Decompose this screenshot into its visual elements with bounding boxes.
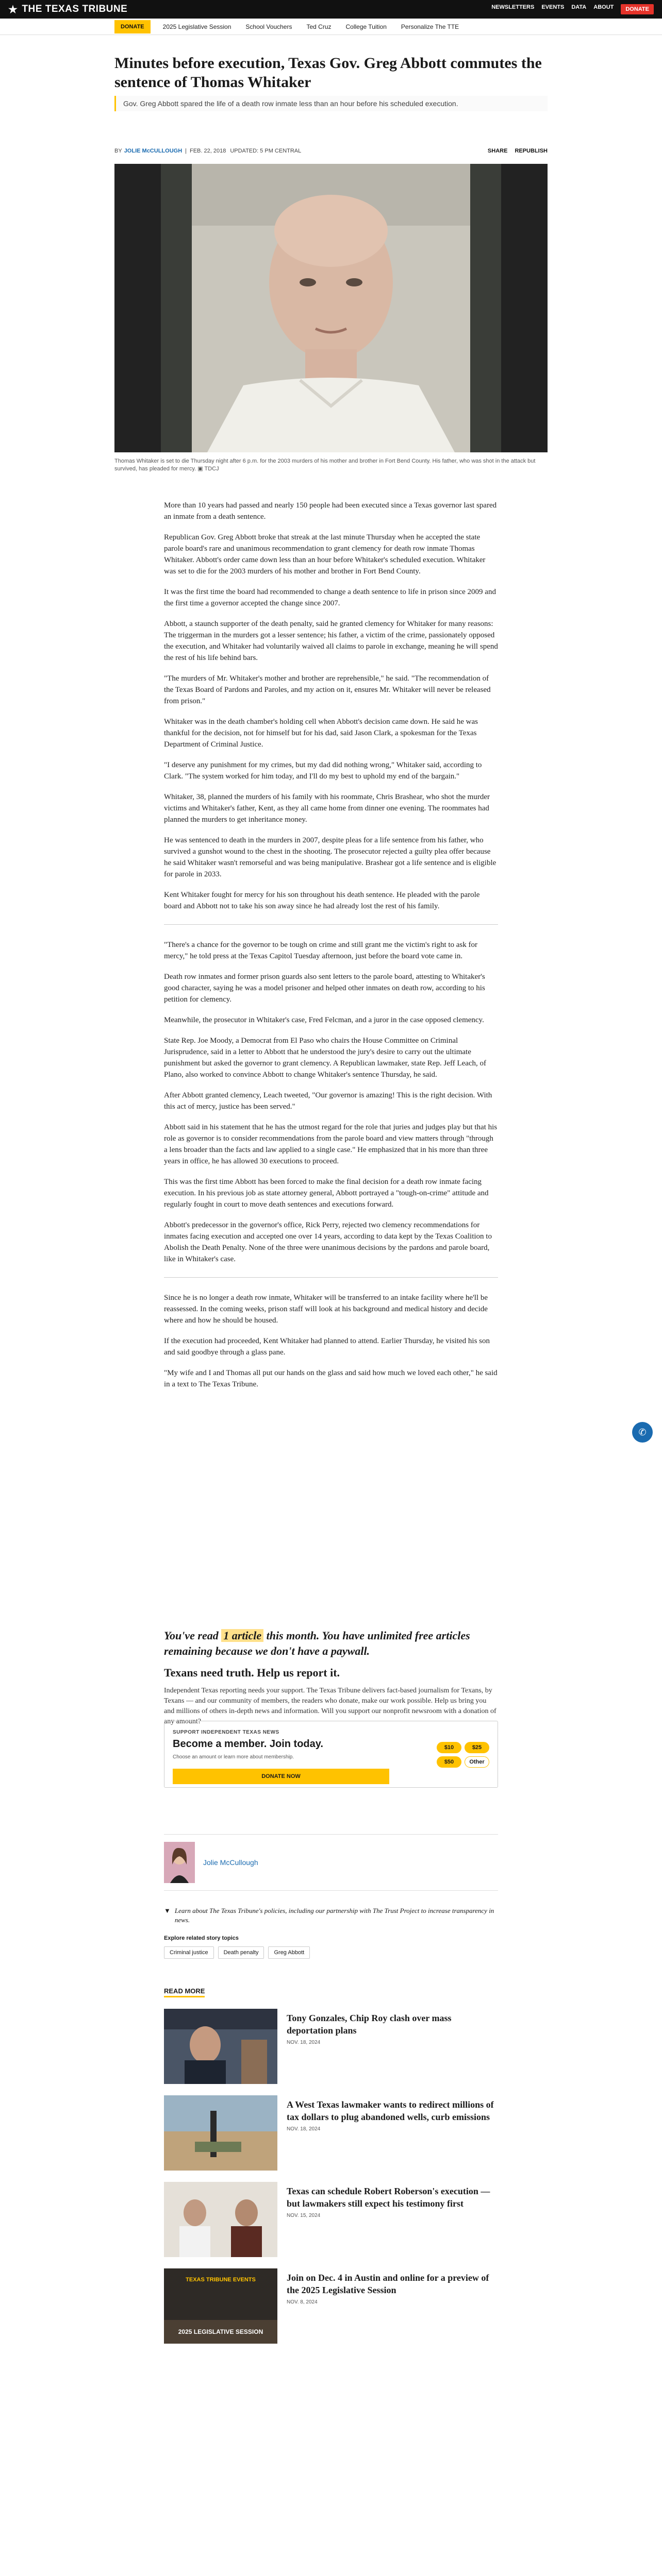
- paragraph: He was sentenced to death in the murders in 2007, despite pleas for a life sentence from his father, who survived a gunshot wound to the chest in the shooting. The prosecutor rejected a guilty plea offer because he said Whitaker wasn't remorseful and was being manipulative. Brashear got a life sentence and is eligible for parole in 2033.: [164, 836, 496, 878]
- top-bar: [0, 0, 662, 19]
- republish-button[interactable]: REPUBLISH: [515, 148, 548, 154]
- sub-nav: [0, 19, 662, 35]
- subnav-link[interactable]: Ted Cruz: [306, 23, 332, 30]
- camera-icon: ▣: [197, 466, 203, 472]
- paragraph: Meanwhile, the prosecutor in Whitaker's case, Fred Felcman, and a juror in the case opposed clemency.: [164, 1016, 484, 1024]
- paragraph: "I deserve any punishment for my crimes, but my dad did nothing wrong," Whitaker said, according to Clark. "The system worked for him today, and I'll do my best to uphold my end of the bargain.": [164, 761, 482, 781]
- story-thumbnail[interactable]: [164, 2009, 277, 2084]
- support-card: [164, 1628, 498, 1788]
- support-body: Independent Texas reporting needs your support. The Texas Tribune delivers fact-based journalism for Texans, by Texans — and our community of members, the readers who donate, make our work possible. Help us bring you and millions of others in-depth news and information. Will you support our nonprofit newsroom with a donation of any amount?: [164, 1687, 496, 1725]
- paragraph: If the execution had proceeded, Kent Whitaker had planned to attend. Earlier Thursday, he visited his son and said goodbye through a glass pane.: [164, 1337, 490, 1357]
- share-button[interactable]: SHARE: [487, 148, 508, 154]
- paragraph: It was the first time the board had recommended to change a death sentence to life in prison since 2009 and the first time a governor accepted the change since 2007.: [164, 588, 496, 607]
- paragraph: Whitaker was in the death chamber's holding cell when Abbott's decision came down. He said he was thankful for the decision, not for himself but for his dad, said Jason Clark, a spokesman for the Texas Department of Criminal Justice.: [164, 718, 478, 749]
- topic-tag[interactable]: Greg Abbott: [268, 1946, 310, 1959]
- article-dek: Gov. Greg Abbott spared the life of a death row inmate less than an hour before his scheduled execution.: [114, 96, 548, 111]
- star-icon: ★: [8, 4, 18, 15]
- byline: BY JOLIE McCULLOUGH | FEB. 22, 2018 UPDATED: 5 PM CENTRAL SHARE REPUBLISH: [114, 148, 548, 154]
- list-item[interactable]: Texas can schedule Robert Roberson's execution — but lawmakers still expect his testimony first NOV. 15, 2024: [164, 2182, 498, 2257]
- story-thumbnail[interactable]: [164, 2182, 277, 2257]
- amount-options: [437, 1742, 489, 1768]
- nav-data[interactable]: DATA: [571, 4, 587, 10]
- avatar: [164, 1842, 195, 1883]
- subnav-link[interactable]: College Tuition: [345, 23, 387, 30]
- paragraph: Abbott said in his statement that he has the utmost regard for the role that juries and judges play but that his role as governor is to consider recommendations from the parole board and view matters through "through a lens broader than the facts and law applied to a single case." He emphasized that in his more than three years in office, he has allowed 30 executions to proceed.: [164, 1123, 498, 1165]
- topic-tag[interactable]: Criminal justice: [164, 1946, 214, 1959]
- hero-photo: [114, 164, 548, 452]
- photo-caption: Thomas Whitaker is set to die Thursday night after 6 p.m. for the 2003 murders of his mother and brother in Fort Bend County. His father, who was shot in the attack but survived, has pleaded for mercy. ▣ TDCJ: [114, 458, 536, 472]
- paragraph: "The murders of Mr. Whitaker's mother and brother are reprehensible," he said. "The recommendation of the Texas Board of Pardons and Paroles, and my action on it, ensures Mr. Whitaker will never be released from prison.": [164, 674, 491, 705]
- paragraph: Since he is no longer a death row inmate, Whitaker will be transferred to an intake facility where he'll be reassessed. In the coming weeks, prison staff will look at his background and medical history and decide where and how he should be housed.: [164, 1294, 488, 1325]
- paragraph: This was the first time Abbott has been forced to make the final decision for a death row inmate facing execution. In his previous job as state attorney general, Abbott portrayed a "tough-on-crime" attitude and regularly fought in court to move death sentences and executions forward.: [164, 1178, 489, 1209]
- amount-10[interactable]: $10: [437, 1742, 461, 1753]
- nav-about[interactable]: ABOUT: [593, 4, 614, 10]
- story-thumbnail[interactable]: [164, 2095, 277, 2171]
- mugshot-image: [114, 164, 548, 452]
- paragraph: "My wife and I and Thomas all put our hands on the glass and said how much we loved each other," he said in a text to The Texas Tribune.: [164, 1369, 498, 1388]
- trust-project-icon: ▼: [164, 1907, 171, 1914]
- list-item[interactable]: A West Texas lawmaker wants to redirect millions of tax dollars to plug abandoned wells, curb emissions NOV. 18, 2024: [164, 2095, 498, 2171]
- trust-project: ▼ Learn about The Texas Tribune's policies, including our partnership with The Trust Project to increase transparency in news.: [164, 1907, 494, 1924]
- amount-25[interactable]: $25: [465, 1742, 489, 1753]
- site-logo[interactable]: ★ THE TEXAS TRIBUNE: [8, 4, 128, 15]
- read-more: READ MORE Tony Gonzales, Chip Roy clash over mass deportation plans NOV. 18, 2024 A West Texas lawmaker wants to redirect millions of tax dollars to plug abandoned wells, curb emissions NOV. 18, 2024 Texas can schedule Robert Roberson's execution — but lawmakers still expect his testimony first NOV. 15, 2024 TEXAS TRIBUNE EVENTS 2025 LEGISLATIVE SESSION Join on Dec. 4 in Austin and online for a preview of the 2025 Legislative Session NOV. 8, 2024: [164, 1987, 498, 2344]
- author-box: [164, 1834, 498, 1891]
- paragraph: Death row inmates and former prison guards also sent letters to the parole board, attesting to Whitaker's good character, saying he was a model prisoner and helped other inmates on death row, according to his petition for clemency.: [164, 973, 485, 1004]
- nav-donate-button[interactable]: DONATE: [621, 4, 654, 14]
- paragraph: "There's a chance for the governor to be tough on crime and still grant me the victim's right to ask for mercy," he told press at the Texas Capitol Tuesday afternoon, just before the board vote came in.: [164, 941, 478, 960]
- nav-events[interactable]: EVENTS: [541, 4, 565, 10]
- paragraph: After Abbott granted clemency, Leach tweeted, "Our governor is amazing! This is the right decision. With this act of mercy, justice has been served.": [164, 1091, 492, 1111]
- paragraph: More than 10 years had passed and nearly 150 people had been executed since a Texas governor last spared an inmate from a death sentence.: [164, 501, 497, 521]
- donate-now-button[interactable]: DONATE NOW: [173, 1769, 389, 1784]
- story-thumbnail[interactable]: TEXAS TRIBUNE EVENTS 2025 LEGISLATIVE SESSION: [164, 2268, 277, 2344]
- article-body: [164, 500, 498, 1399]
- divider: [164, 924, 498, 925]
- top-nav: [491, 4, 654, 14]
- chat-icon[interactable]: ✆: [632, 1422, 653, 1443]
- nav-newsletters[interactable]: NEWSLETTERS: [491, 4, 535, 10]
- divider: [164, 1277, 498, 1278]
- article-count-message: You've read 1 article this month. You have unlimited free articles remaining because we don't have a paywall.: [164, 1629, 470, 1657]
- amount-50[interactable]: $50: [437, 1756, 461, 1768]
- paragraph: Abbott, a staunch supporter of the death penalty, said he granted clemency for Whitaker for many reasons: The triggerman in the murders got a lesser sentence; his father, a victim of the crime, passionately opposed the execution, and Whitaker had voluntarily waived all claims to parole in exchange, meaning he will spend the rest of his life behind bars.: [164, 620, 498, 662]
- paragraph: Whitaker, 38, planned the murders of his family with his roommate, Chris Brashear, who shot the murder victims and Whitaker's father, Kent, as they all came home from dinner one evening. The roommates had planned the murders to get inheritance money.: [164, 793, 490, 824]
- membership-box: SUPPORT INDEPENDENT TEXAS NEWS Become a member. Join today. Choose an amount or learn more about membership. $10 $25 $50 Other DONATE NOW: [164, 1721, 498, 1788]
- list-item[interactable]: TEXAS TRIBUNE EVENTS 2025 LEGISLATIVE SESSION Join on Dec. 4 in Austin and online for a preview of the 2025 Legislative Session NOV. 8, 2024: [164, 2268, 498, 2344]
- paragraph: Abbott's predecessor in the governor's office, Rick Perry, rejected two clemency recommendations for inmates facing execution and accepted one over 14 years, according to data kept by the Texas Coalition to Abolish the Death Penalty. None of the three were unanimous decisions by the pardons and parole board, like in Whitaker's case.: [164, 1221, 492, 1263]
- updated-date: UPDATED: 5 PM CENTRAL: [230, 148, 302, 154]
- topic-tag[interactable]: Death penalty: [218, 1946, 264, 1959]
- list-item[interactable]: Tony Gonzales, Chip Roy clash over mass deportation plans NOV. 18, 2024: [164, 2009, 498, 2084]
- author-name[interactable]: Jolie McCullough: [203, 1858, 258, 1867]
- paragraph: State Rep. Joe Moody, a Democrat from El Paso who chairs the House Committee on Criminal Jurisprudence, said in a letter to Abbott that he understood the jury's desire to carry out the ultimate punishment but asked the governor to grant clemency. A Republican lawmaker, state Rep. Jeff Leach, of Plano, also worked to convince Abbott to change Whitaker's sentence Thursday, he said.: [164, 1037, 487, 1079]
- subnav-link[interactable]: School Vouchers: [245, 23, 292, 30]
- related-topics: Explore related story topics Criminal justice Death penalty Greg Abbott: [164, 1935, 498, 1959]
- headline: Minutes before execution, Texas Gov. Greg Abbott commutes the sentence of Thomas Whitaker: [114, 55, 542, 91]
- paragraph: Kent Whitaker fought for mercy for his son throughout his death sentence. He pleaded with the parole board and Abbott not to take his son away since he had already lost the rest of his family.: [164, 891, 480, 910]
- subnav-donate-button[interactable]: DONATE: [114, 20, 151, 33]
- amount-other[interactable]: Other: [465, 1756, 489, 1768]
- paragraph: Republican Gov. Greg Abbott broke that streak at the last minute Thursday when he accepted the state parole board's rare and unanimous recommendation to grant clemency for death row inmate Thomas Whitaker. Abbott's order came down less than an hour before Whitaker's scheduled execution. Whitaker was set to die for the 2003 murders of his mother and brother in Fort Bend County.: [164, 533, 486, 575]
- author-link[interactable]: JOLIE McCULLOUGH: [124, 148, 183, 154]
- subnav-link[interactable]: Personalize The TTE: [401, 23, 459, 30]
- support-title: Texans need truth. Help us report it.: [164, 1666, 340, 1679]
- pub-date: FEB. 22, 2018: [190, 148, 226, 154]
- subnav-link[interactable]: 2025 Legislative Session: [162, 23, 231, 30]
